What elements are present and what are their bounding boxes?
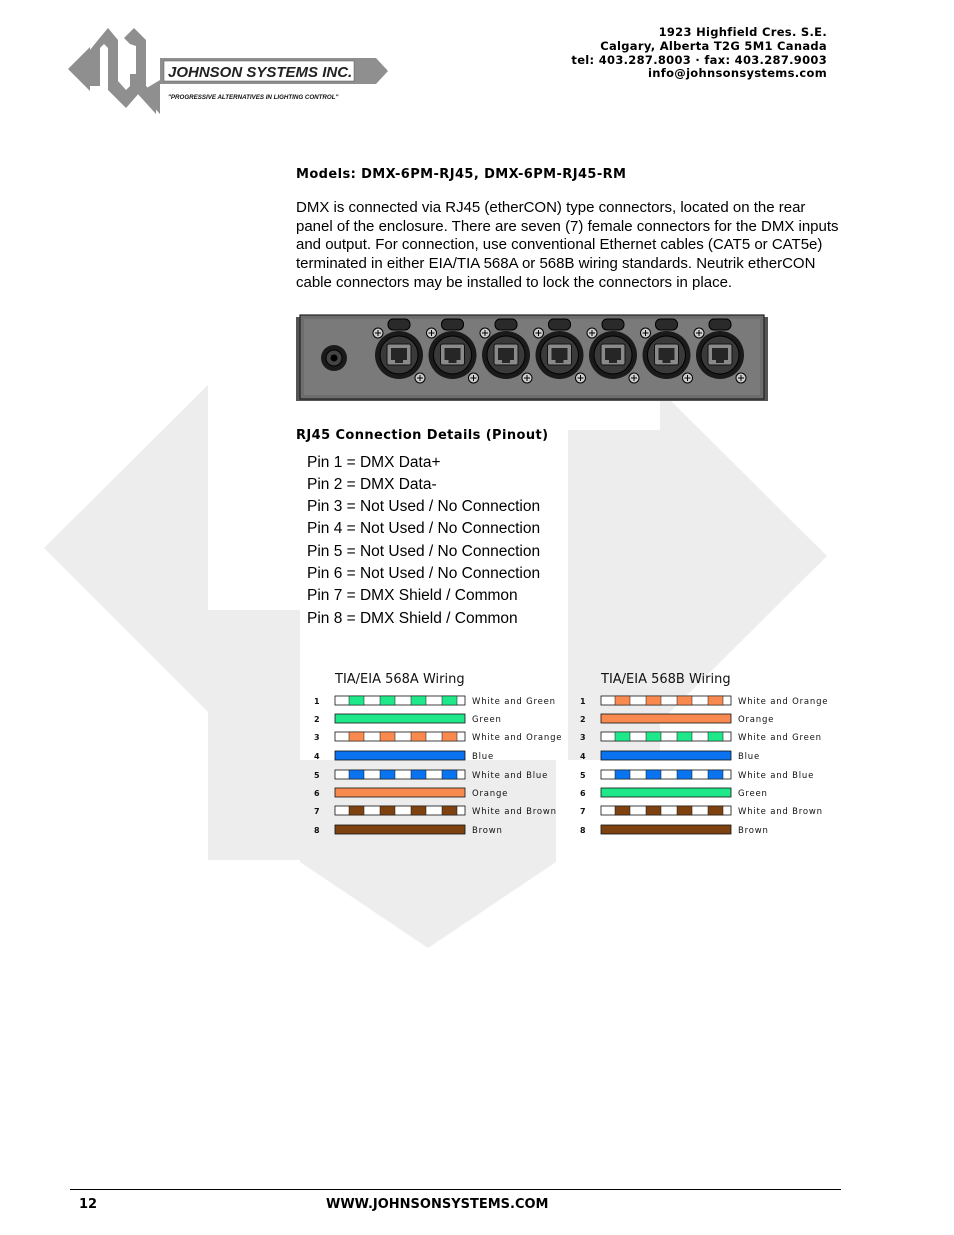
models-heading: Models: DMX-6PM-RJ45, DMX-6PM-RJ45-RM [296, 167, 627, 182]
wire-green-solid [601, 788, 731, 797]
wire-brown-striped [335, 806, 465, 815]
wiring-diagrams [300, 662, 860, 847]
wire-pin-number: 8 [580, 826, 586, 835]
wire-pin-number: 7 [580, 807, 586, 816]
wire-pin-number: 1 [314, 697, 320, 706]
pin-5-description: Pin 5 = Not Used / No Connection [307, 543, 541, 560]
company-name: JOHNSON SYSTEMS INC. [168, 64, 353, 81]
pin-7-description: Pin 7 = DMX Shield / Common [307, 587, 518, 604]
wire-green-striped [335, 696, 465, 705]
wire-green-solid [335, 714, 465, 723]
pin-1-description: Pin 1 = DMX Data+ [307, 454, 441, 471]
wire-blue-striped [601, 770, 731, 779]
wire-pin-number: 6 [314, 789, 320, 798]
wire-label: Brown [738, 826, 769, 836]
pinout-heading: RJ45 Connection Details (Pinout) [296, 428, 549, 443]
wire-label: White and Green [472, 697, 556, 707]
wire-green-striped [601, 732, 731, 741]
page-number: 12 [79, 1197, 98, 1212]
wire-pin-number: 7 [314, 807, 320, 816]
wire-pin-number: 2 [580, 715, 586, 724]
wire-label: White and Orange [472, 733, 563, 743]
pin-2-description: Pin 2 = DMX Data- [307, 476, 437, 493]
address-line-1: 1923 Highfield Cres. S.E. [658, 25, 827, 39]
wire-label: White and Green [738, 733, 822, 743]
wire-pin-number: 3 [314, 733, 320, 742]
wire-pin-number: 2 [314, 715, 320, 724]
wire-pin-number: 5 [580, 771, 586, 780]
wire-label: Brown [472, 826, 503, 836]
address-line-2: Calgary, Alberta T2G 5M1 Canada [600, 39, 827, 53]
wire-pin-number: 4 [314, 752, 320, 761]
wire-label: White and Brown [472, 807, 557, 817]
wire-orange-solid [335, 788, 465, 797]
pin-3-description: Pin 3 = Not Used / No Connection [307, 498, 541, 515]
wiring-title: TIA/EIA 568B Wiring [601, 672, 731, 687]
wire-brown-solid [601, 825, 731, 834]
wiring-title: TIA/EIA 568A Wiring [335, 672, 465, 687]
pin-6-description: Pin 6 = Not Used / No Connection [307, 565, 541, 582]
wire-label: Blue [738, 752, 761, 762]
wire-blue-solid [601, 751, 731, 760]
footer-website: WWW.JOHNSONSYSTEMS.COM [326, 1197, 549, 1212]
wire-pin-number: 3 [580, 733, 586, 742]
wire-label: Green [472, 715, 502, 725]
company-tagline: "PROGRESSIVE ALTERNATIVES IN LIGHTING CONTROL" [168, 94, 339, 101]
wire-pin-number: 6 [580, 789, 586, 798]
company-logo [68, 26, 403, 116]
pin-4-description: Pin 4 = Not Used / No Connection [307, 520, 541, 537]
wire-label: Blue [472, 752, 495, 762]
wire-label: Orange [738, 715, 775, 725]
wire-pin-number: 1 [580, 697, 586, 706]
wire-label: White and Blue [472, 771, 549, 781]
wire-blue-striped [335, 770, 465, 779]
wiring-568a [314, 672, 562, 836]
intro-paragraph: DMX is connected via RJ45 (etherCON) type connectors, located on the rear panel of the enclosure. There are seven (7) female connectors for the DMX inputs and output. For connection, use conventional Ethernet cables (CAT5 or CAT5e) terminated in either EIA/TIA 568A or 568B wiring standards. Neutrik etherCON cable connectors may be installed to lock the connectors in place. [296, 199, 839, 291]
wire-label: Orange [472, 789, 509, 799]
wire-label: White and Orange [738, 697, 829, 707]
email-line: info@johnsonsystems.com [648, 66, 827, 80]
phone-fax-line: tel: 403.287.8003 · fax: 403.287.9003 [571, 53, 827, 67]
wire-label: Green [738, 789, 768, 799]
wire-orange-striped [335, 732, 465, 741]
wire-brown-striped [601, 806, 731, 815]
wire-pin-number: 4 [580, 752, 586, 761]
wire-orange-solid [601, 714, 731, 723]
wire-pin-number: 5 [314, 771, 320, 780]
wire-pin-number: 8 [314, 826, 320, 835]
rear-panel-illustration [296, 313, 768, 403]
pin-8-description: Pin 8 = DMX Shield / Common [307, 610, 518, 627]
power-jack [321, 345, 347, 371]
footer-rule [70, 1189, 841, 1190]
wiring-568b [580, 672, 828, 836]
wire-orange-striped [601, 696, 731, 705]
wire-brown-solid [335, 825, 465, 834]
wire-label: White and Blue [738, 771, 815, 781]
wire-blue-solid [335, 751, 465, 760]
wire-label: White and Brown [738, 807, 823, 817]
